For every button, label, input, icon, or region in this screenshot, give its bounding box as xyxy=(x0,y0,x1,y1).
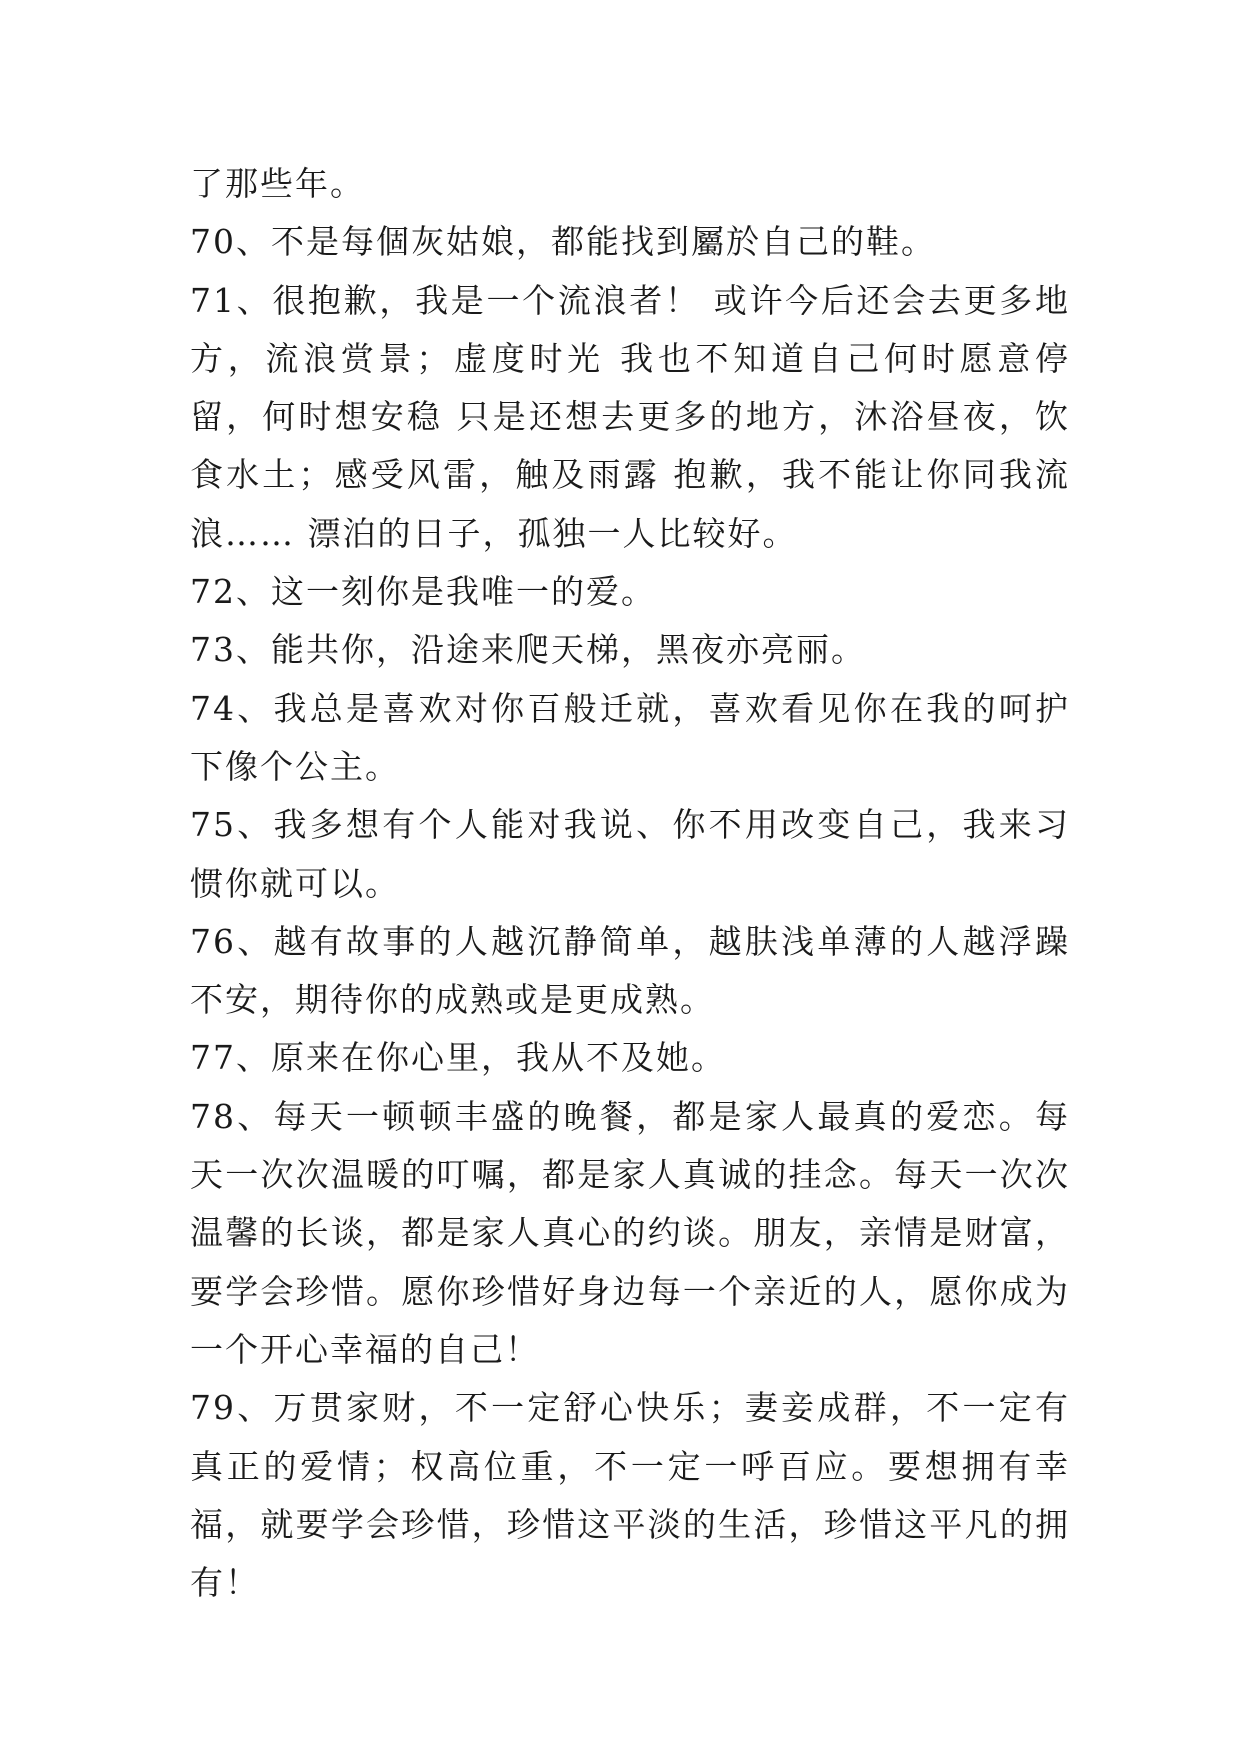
paragraph-74: 74、我总是喜欢对你百般迁就，喜欢看见你在我的呵护下像个公主。 xyxy=(190,688,1070,786)
paragraph-72: 72、这一刻你是我唯一的爱。 xyxy=(190,572,656,612)
document-body xyxy=(190,155,1070,1612)
paragraph-78: 78、每天一顿顿丰盛的晚餐，都是家人最真的爱恋。每天一次次温暖的叮嘱，都是家人真诚的挂念。每天一次次温馨的长谈，都是家人真心的约谈。朋友，亲情是财富，要学会珍惜。愿你珍惜好身边每一个亲近的人，愿你成为一个开心幸福的自己！ xyxy=(190,1096,1070,1369)
paragraph-79: 79、万贯家财，不一定舒心快乐；妻妾成群，不一定有真正的爱情；权高位重，不一定一呼百应。要想拥有幸福，就要学会珍惜，珍惜这平淡的生活，珍惜这平凡的拥有！ xyxy=(190,1388,1070,1603)
paragraph-73: 73、能共你，沿途来爬天梯，黑夜亦亮丽。 xyxy=(190,630,866,670)
paragraph-70: 70、不是每個灰姑娘，都能找到屬於自己的鞋。 xyxy=(190,222,936,262)
paragraph-continuation: 了那些年。 xyxy=(190,164,365,203)
paragraph-71: 71、很抱歉，我是一个流浪者！ 或许今后还会去更多地方，流浪赏景；虚度时光 我也不知道自己何时愿意停留，何时想安稳 只是还想去更多的地方，沐浴昼夜，饮食水土；感受风雷，触及雨露 抱歉，我不能让你同我流浪…… 漂泊的日子，孤独一人比较好。 xyxy=(190,280,1070,553)
paragraph-76: 76、越有故事的人越沉静简单，越肤浅单薄的人越浮躁不安，期待你的成熟或是更成熟。 xyxy=(190,921,1070,1020)
paragraph-77: 77、原来在你心里，我从不及她。 xyxy=(190,1038,726,1078)
paragraph-75: 75、我多想有个人能对我说、你不用改变自己，我来习惯你就可以。 xyxy=(190,805,1070,903)
